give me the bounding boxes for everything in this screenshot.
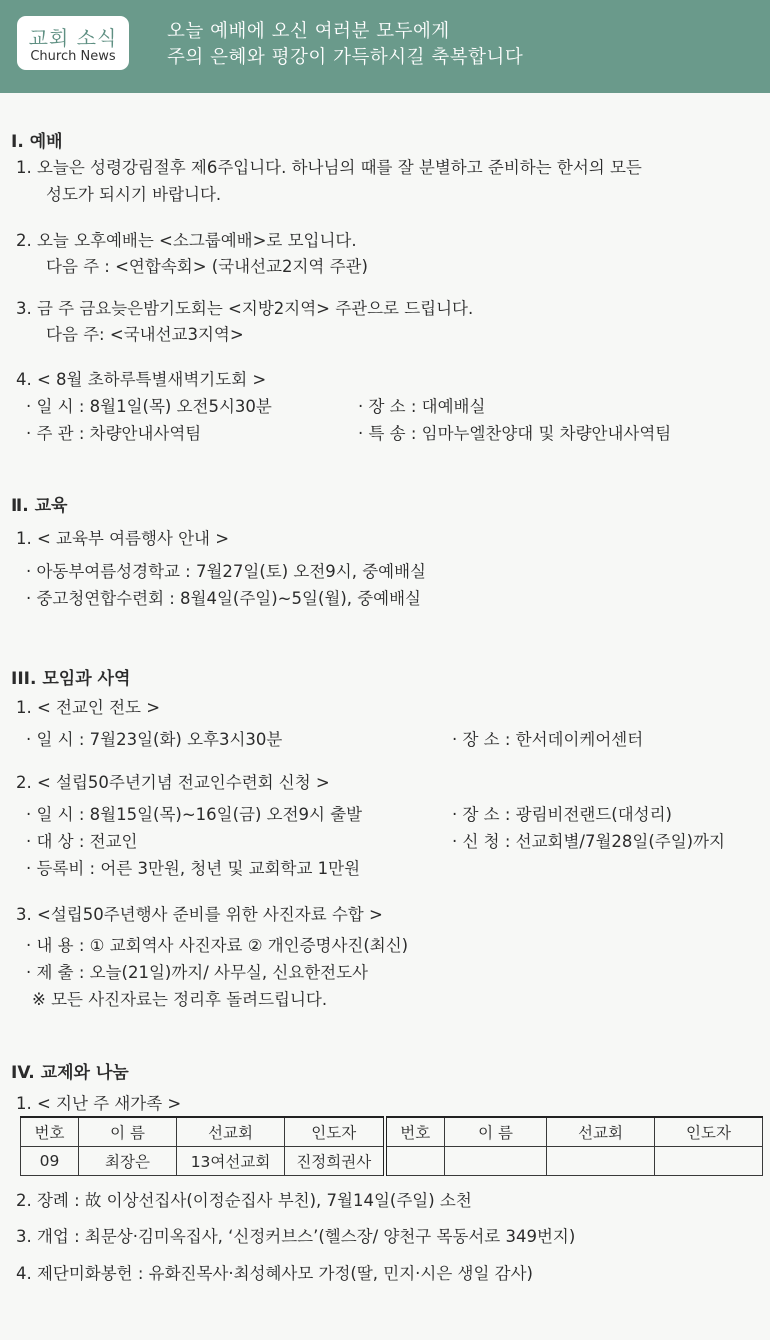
section-title-education: Ⅱ. 교육	[11, 496, 68, 516]
table-cell: 최장은	[79, 1147, 177, 1176]
badge-subtitle: Church News	[30, 49, 116, 64]
table-header-cell: 번호	[385, 1117, 445, 1147]
table-header-cell: 이 름	[79, 1117, 177, 1147]
table-header-row	[21, 1117, 763, 1147]
table-header-cell: 번호	[21, 1117, 79, 1147]
ministry-item-3-title: 3. <설립50주년행사 준비를 위한 사진자료 수합 >	[16, 905, 383, 924]
section-title-fellowship: IV. 교제와 나눔	[11, 1063, 129, 1083]
table-cell	[445, 1147, 547, 1176]
fellowship-item-2: 2. 장례 : 故 이상선집사(이정순집사 부친), 7월14일(주일) 소천	[16, 1191, 472, 1210]
fellowship-item-4: 4. 제단미화봉헌 : 유화진목사·최성혜사모 가정(딸, 민지·시은 생일 감사)	[16, 1264, 533, 1283]
table-cell	[547, 1147, 655, 1176]
ministry-item-3-note: ※ 모든 사진자료는 정리후 돌려드립니다.	[32, 990, 328, 1009]
table-header-cell: 이 름	[445, 1117, 547, 1147]
ministry-item-3-content: · 내 용 : ① 교회역사 사진자료 ② 개인증명사진(최신)	[26, 936, 409, 955]
worship-item-2-line-2: 다음 주 : <연합속회> (국내선교2지역 주관)	[46, 257, 368, 276]
ministry-item-2-title: 2. < 설립50주년기념 전교인수련회 신청 >	[16, 773, 330, 792]
table-cell: 09	[21, 1147, 79, 1176]
education-item-1-title: 1. < 교육부 여름행사 안내 >	[16, 529, 230, 548]
new-family-table	[20, 1116, 763, 1176]
education-item-1-b: · 중고청연합수련회 : 8월4일(주일)~5일(월), 중예배실	[26, 589, 421, 608]
ministry-item-1-title: 1. < 전교인 전도 >	[16, 698, 161, 717]
greeting-line-2: 주의 은혜와 평강이 가득하시길 축복합니다	[167, 47, 524, 68]
table-cell: 진정희권사	[285, 1147, 385, 1176]
ministry-item-2-target: · 대 상 : 전교인	[26, 832, 138, 851]
worship-item-3-line-1: 3. 금 주 금요늦은밤기도회는 <지방2지역> 주관으로 드립니다.	[16, 299, 474, 318]
church-news-badge	[17, 16, 129, 70]
ministry-item-3-submit: · 제 출 : 오늘(21일)까지/ 사무실, 신요한전도사	[26, 963, 368, 982]
ministry-item-1-place: · 장 소 : 한서데이케어센터	[452, 730, 644, 749]
greeting-line-1: 오늘 예배에 오신 여러분 모두에게	[167, 21, 450, 42]
worship-item-1-line-2: 성도가 되시기 바랍니다.	[46, 185, 222, 204]
table-row	[21, 1147, 763, 1176]
table-cell: 13여선교회	[177, 1147, 285, 1176]
news-header	[0, 0, 770, 93]
new-family-table-wrapper	[20, 1116, 762, 1176]
section-title-worship: Ⅰ. 예배	[11, 132, 63, 152]
worship-item-4-host: · 주 관 : 차량안내사역팀	[26, 424, 202, 443]
fellowship-item-3: 3. 개업 : 최문상·김미옥집사, ‘신정커브스’(헬스장/ 양천구 목동서로 349번지)	[16, 1227, 576, 1246]
ministry-item-2-apply: · 신 청 : 선교회별/7월28일(주일)까지	[452, 832, 725, 851]
table-cell	[385, 1147, 445, 1176]
table-header-cell: 선교회	[177, 1117, 285, 1147]
education-item-1-a: · 아동부여름성경학교 : 7월27일(토) 오전9시, 중예배실	[26, 562, 426, 581]
table-header-cell: 인도자	[285, 1117, 385, 1147]
badge-title: 교회 소식	[28, 26, 118, 50]
table-header-cell: 인도자	[655, 1117, 763, 1147]
table-header-cell: 선교회	[547, 1117, 655, 1147]
worship-item-4-title: 4. < 8월 초하루특별새벽기도회 >	[16, 370, 267, 389]
ministry-item-2-fee: · 등록비 : 어른 3만원, 청년 및 교회학교 1만원	[26, 859, 361, 878]
ministry-item-2-date: · 일 시 : 8월15일(목)~16일(금) 오전9시 출발	[26, 805, 363, 824]
worship-item-1-line-1: 1. 오늘은 성령강림절후 제6주입니다. 하나님의 때를 잘 분별하고 준비하는 한서의 모든	[16, 158, 642, 177]
section-title-ministry: III. 모임과 사역	[11, 669, 131, 689]
fellowship-item-1-title: 1. < 지난 주 새가족 >	[16, 1094, 182, 1113]
worship-item-4-place: · 장 소 : 대예배실	[358, 397, 486, 416]
table-cell	[655, 1147, 763, 1176]
worship-item-2-line-1: 2. 오늘 오후예배는 <소그룹예배>로 모입니다.	[16, 231, 357, 250]
worship-item-4-music: · 특 송 : 임마누엘찬양대 및 차량안내사역팀	[358, 424, 672, 443]
ministry-item-1-date: · 일 시 : 7월23일(화) 오후3시30분	[26, 730, 283, 749]
worship-item-4-date: · 일 시 : 8월1일(목) 오전5시30분	[26, 397, 272, 416]
worship-item-3-line-2: 다음 주: <국내선교3지역>	[46, 325, 244, 344]
ministry-item-2-place: · 장 소 : 광림비전랜드(대성리)	[452, 805, 672, 824]
